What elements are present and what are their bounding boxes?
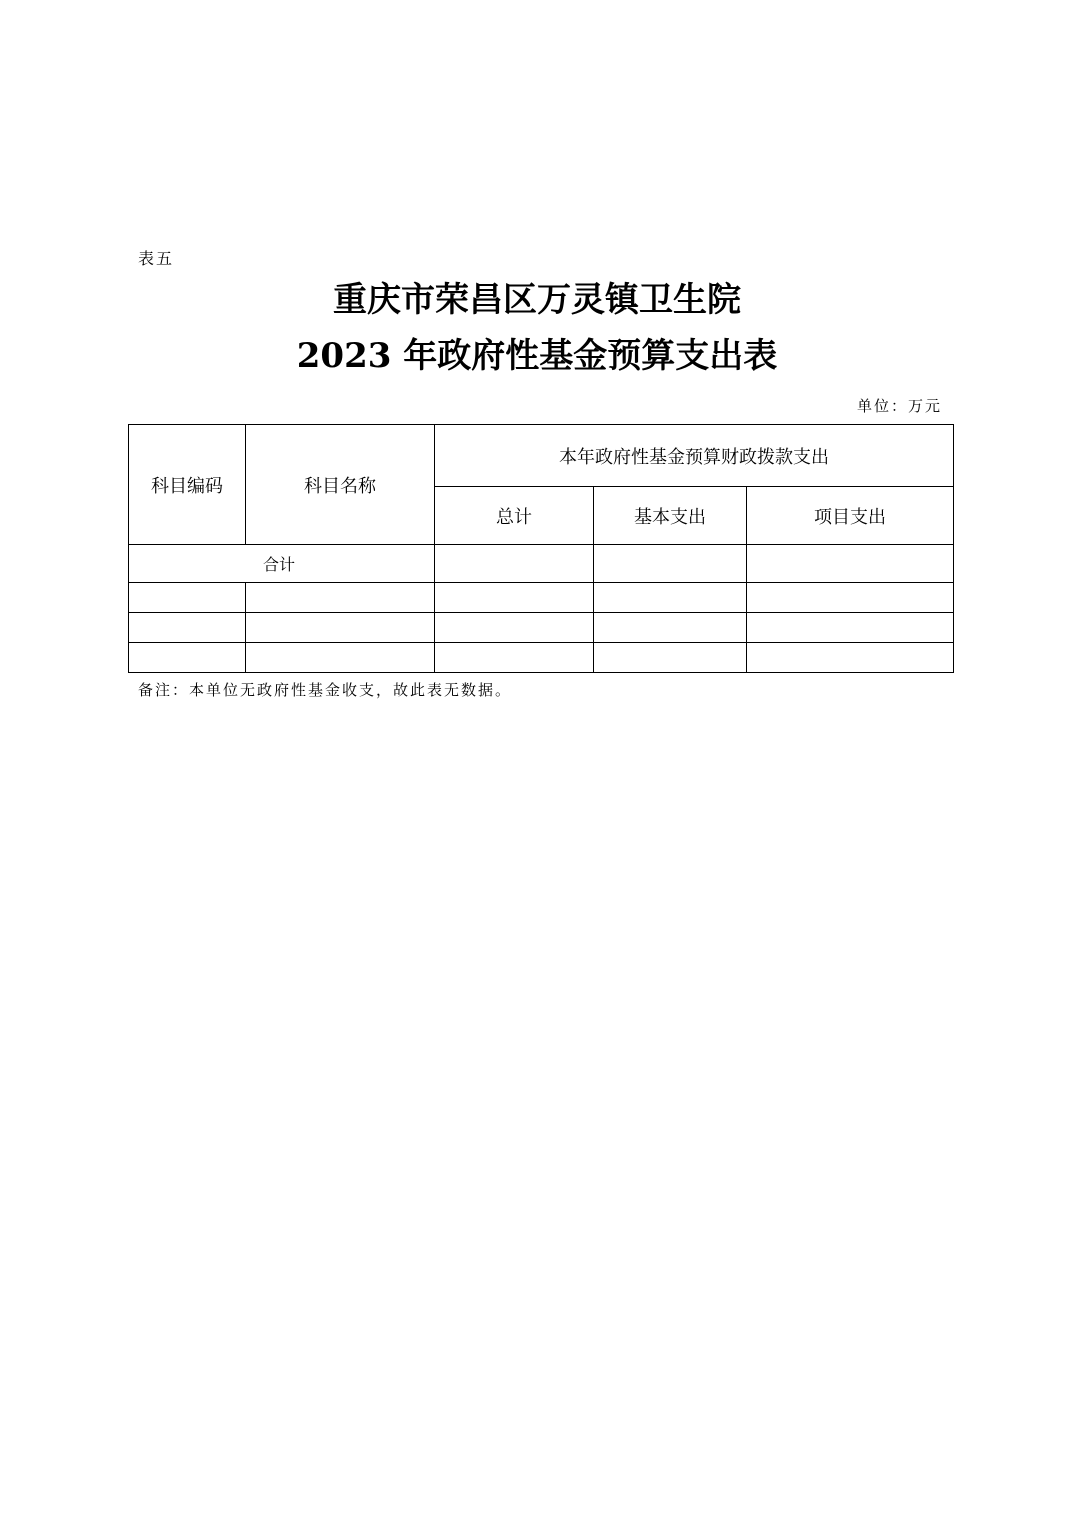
sum-row [129, 545, 954, 583]
header-basic-expenditure: 基本支出 [594, 487, 747, 545]
header-row-1 [129, 425, 954, 487]
table-number: 表五 [138, 249, 175, 268]
row-total-cell [435, 583, 594, 613]
document-title-line2: 2023 年政府性基金预算支出表 [296, 336, 778, 376]
document-title-line1: 重庆市荣昌区万灵镇卫生院 [333, 280, 741, 320]
sum-label: 合计 [129, 545, 435, 583]
header-total: 总计 [435, 487, 594, 545]
row-code-cell [129, 643, 246, 673]
header-group-expenditure: 本年政府性基金预算财政拨款支出 [435, 425, 954, 487]
row-project-cell [747, 583, 954, 613]
row-code-cell [129, 583, 246, 613]
row-code-cell [129, 613, 246, 643]
sum-total-cell [435, 545, 594, 583]
footnote: 备注：本单位无政府性基金收支，故此表无数据。 [138, 681, 513, 699]
row-name-cell [246, 583, 435, 613]
table-row [129, 613, 954, 643]
row-project-cell [747, 643, 954, 673]
row-project-cell [747, 613, 954, 643]
row-total-cell [435, 643, 594, 673]
header-subject-code: 科目编码 [129, 425, 246, 545]
row-basic-cell [594, 583, 747, 613]
header-project-expenditure: 项目支出 [747, 487, 954, 545]
row-name-cell [246, 613, 435, 643]
sum-project-cell [747, 545, 954, 583]
header-subject-name: 科目名称 [246, 425, 435, 545]
table-row [129, 643, 954, 673]
table-row [129, 583, 954, 613]
sum-basic-cell [594, 545, 747, 583]
unit-label: 单位：万元 [856, 397, 942, 415]
budget-expenditure-table [128, 424, 954, 673]
row-basic-cell [594, 613, 747, 643]
row-basic-cell [594, 643, 747, 673]
row-name-cell [246, 643, 435, 673]
row-total-cell [435, 613, 594, 643]
